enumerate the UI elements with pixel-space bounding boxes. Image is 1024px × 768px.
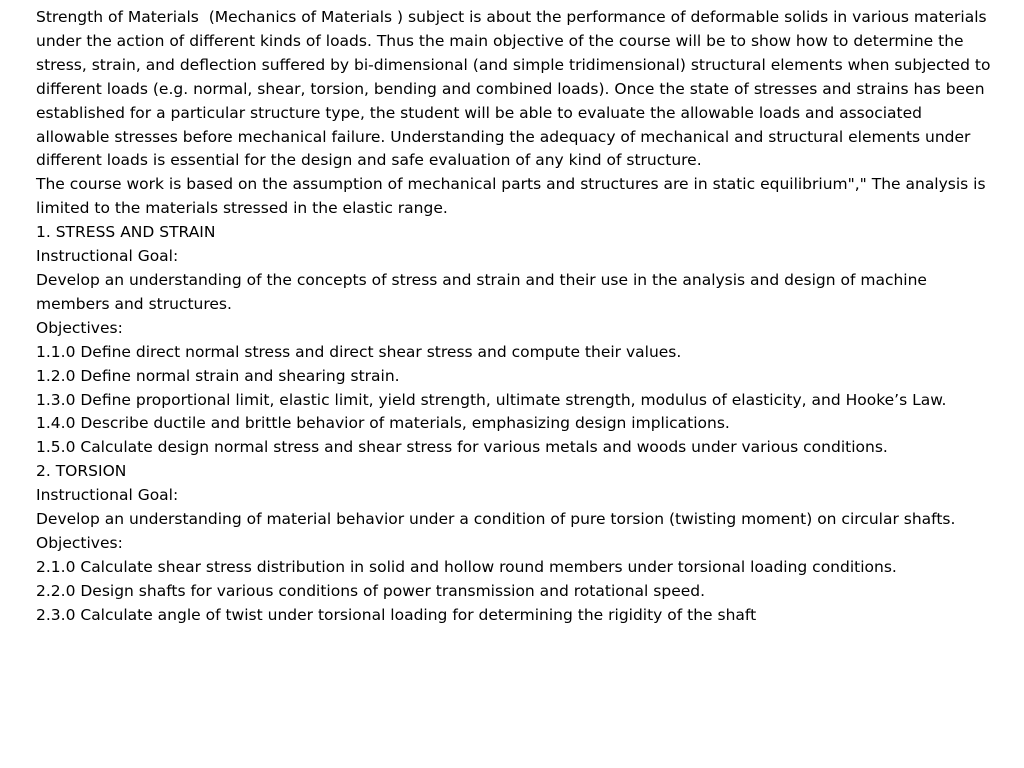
- assumption-paragraph: The course work is based on the assumption of mechanical parts and structures are in static equilibrium"," The analysis is limited to the materials stressed in the elastic range.: [36, 175, 991, 218]
- goal-label: Instructional Goal:: [36, 486, 179, 505]
- section-heading: 2. TORSION: [36, 462, 127, 481]
- objectives-label: Objectives:: [36, 318, 123, 337]
- objective-item: 1.4.0 Describe ductile and brittle behavior of materials, emphasizing design implications.: [36, 414, 730, 433]
- objectives-label: Objectives:: [36, 533, 123, 552]
- objective-item: 1.1.0 Define direct normal stress and direct shear stress and compute their values.: [36, 342, 682, 361]
- section-torsion: [36, 460, 994, 627]
- objective-item: 2.1.0 Calculate shear stress distribution in solid and hollow round members under torsional loading conditions.: [36, 557, 897, 576]
- objective-item: 2.2.0 Design shafts for various conditions of power transmission and rotational speed.: [36, 581, 706, 600]
- objective-item: 1.2.0 Define normal strain and shearing strain.: [36, 366, 400, 385]
- section-heading: 1. STRESS AND STRAIN: [36, 223, 216, 242]
- goal-text: Develop an understanding of the concepts of stress and strain and their use in the analysis and design of machine members and structures.: [36, 270, 932, 313]
- objective-item: 1.3.0 Define proportional limit, elastic limit, yield strength, ultimate strength, modulus of elasticity, and Hooke’s Law.: [36, 390, 947, 409]
- goal-label: Instructional Goal:: [36, 247, 179, 266]
- objective-item: 2.3.0 Calculate angle of twist under torsional loading for determining the rigidity of the shaft: [36, 605, 757, 624]
- goal-text: Develop an understanding of material behavior under a condition of pure torsion (twisting moment) on circular shafts.: [36, 510, 956, 529]
- intro-paragraph: Strength of Materials (Mechanics of Materials ) subject is about the performance of deformable solids in various materials under the action of different kinds of loads. Thus the main objective of the course will be to show how to determine the stress, strain, and deflection suffered by bi-dimensional (and simple tridimensional) structural elements when subjected to different loads (e.g. normal, shear, torsion, bending and combined loads). Once the state of stresses and strains has been established for a particular structure type, the student will be able to evaluate the allowable loads and associated allowable stresses before mechanical failure. Understanding the adequacy of mechanical and structural elements under different loads is essential for the design and safe evaluation of any kind of structure.: [36, 8, 996, 170]
- objective-item: 1.5.0 Calculate design normal stress and shear stress for various metals and woods under various conditions.: [36, 438, 888, 457]
- document-body: [36, 6, 994, 628]
- section-stress-strain: [36, 221, 994, 460]
